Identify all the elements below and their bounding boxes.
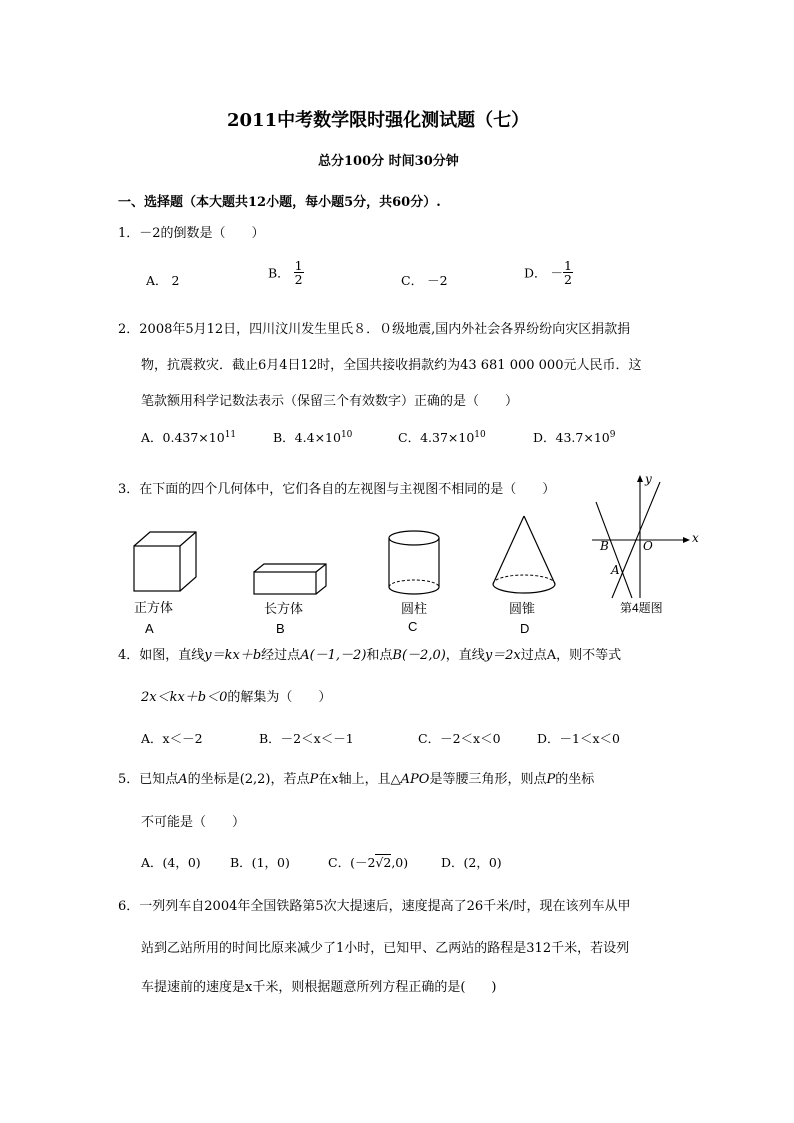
question-2-line2: 物，抗震救灾．截止6月4日12时，全国共接收捐款约为43 681 000 000元人民币．这 — [141, 358, 642, 373]
graph-point-a-label: A — [611, 563, 620, 577]
q4-option-d: D．－1＜x＜0 — [537, 731, 620, 746]
q1-option-b: B． $\frac{1}{2}$ — [268, 258, 303, 288]
exam-subtitle: 总分100分 时间30分钟 — [318, 154, 459, 169]
fraction: $\frac{1}{2}$ — [294, 258, 303, 288]
question-2-line1: 2．2008年5月12日，四川汶川发生里氏８．０级地震,国内外社会各界纷纷向灾区捐款捐 — [118, 322, 631, 337]
q1-option-c: C． －2 — [401, 273, 448, 288]
q5-option-b: B．(1，0) — [230, 855, 290, 870]
fraction: $\frac{1}{2}$ — [564, 258, 572, 288]
question-6-line1: 6．一列列车自2004年全国铁路第5次大提速后，速度提高了26千米/时，现在该列车从甲 — [118, 899, 631, 914]
shape-a-letter: A — [145, 621, 154, 636]
question-6-line3: 车提速前的速度是x千米，则根据题意所列方程正确的是( ) — [141, 980, 497, 995]
graph-point-b-label: B — [600, 539, 609, 553]
graph-y-label: y — [645, 472, 652, 486]
shape-a-name: 正方体 — [134, 600, 174, 615]
shape-b-letter: B — [276, 621, 285, 636]
q1-option-d: D． － $\frac{1}{2}$ — [524, 258, 572, 288]
shape-c-letter: C — [408, 619, 418, 634]
question-5-line2: 不可能是（ ） — [141, 815, 246, 830]
graph-x-label: x — [692, 531, 699, 545]
q2-option-c: C．$4.37\times 10^{10}$ — [398, 429, 486, 445]
question-4-line2: 2x＜kx＋b＜0的解集为（ ） — [141, 690, 332, 705]
question-2-line3: 笔款额用科学记数法表示（保留三个有效数字）正确的是（ ） — [141, 394, 519, 409]
question-5-line1: 5．已知点A的坐标是(2,2)，若点P在x轴上，且△APO是等腰三角形，则点P的坐标 — [118, 772, 595, 787]
q2-option-d: D．$43.7\times 10^9$ — [533, 429, 616, 445]
q5-option-c: C．(－2√2,0) — [328, 855, 409, 870]
q5-option-a: A．(4，0) — [141, 855, 201, 870]
shape-b-name: 长方体 — [264, 601, 304, 616]
cone-figure — [491, 514, 557, 598]
graph-origin-label: O — [643, 539, 653, 553]
shape-d-letter: D — [520, 621, 530, 636]
q2-option-b: B．$4.4\times 10^{10}$ — [273, 429, 353, 445]
q5-option-d: D．(2，0) — [441, 855, 502, 870]
shape-d-name: 圆锥 — [509, 601, 536, 616]
cube-figure — [132, 530, 202, 594]
section-heading: 一、选择题（本大题共12小题，每小题5分，共60分）. — [118, 195, 441, 210]
cylinder-figure — [386, 529, 442, 597]
q4-graph — [590, 474, 700, 600]
q2-option-a: A．$0.437\times 10^{11}$ — [141, 429, 237, 445]
q4-option-a: A．x＜－2 — [141, 731, 203, 746]
figure-4-caption: 第4题图 — [620, 601, 663, 615]
question-1-stem: 1．－2的倒数是（ ） — [118, 226, 265, 241]
cuboid-figure — [252, 562, 328, 596]
question-4-line1: 4．如图，直线y＝kx＋b经过点A(－1,－2)和点B(－2,0)，直线y＝2x过点A，则不等式 — [118, 648, 622, 663]
shape-c-name: 圆柱 — [401, 601, 428, 616]
page-title: 2011中考数学限时强化测试题（七） — [227, 110, 530, 131]
question-3-stem: 3．在下面的四个几何体中，它们各自的左视图与主视图不相同的是（ ） — [118, 482, 556, 497]
q4-option-b: B．－2＜x＜－1 — [259, 731, 354, 746]
q4-option-c: C．－2＜x＜0 — [418, 731, 501, 746]
question-6-line2: 站到乙站所用的时间比原来减少了1小时，已知甲、乙两站的路程是312千米，若设列 — [141, 941, 630, 956]
q1-option-a: A． 2 — [146, 273, 180, 288]
